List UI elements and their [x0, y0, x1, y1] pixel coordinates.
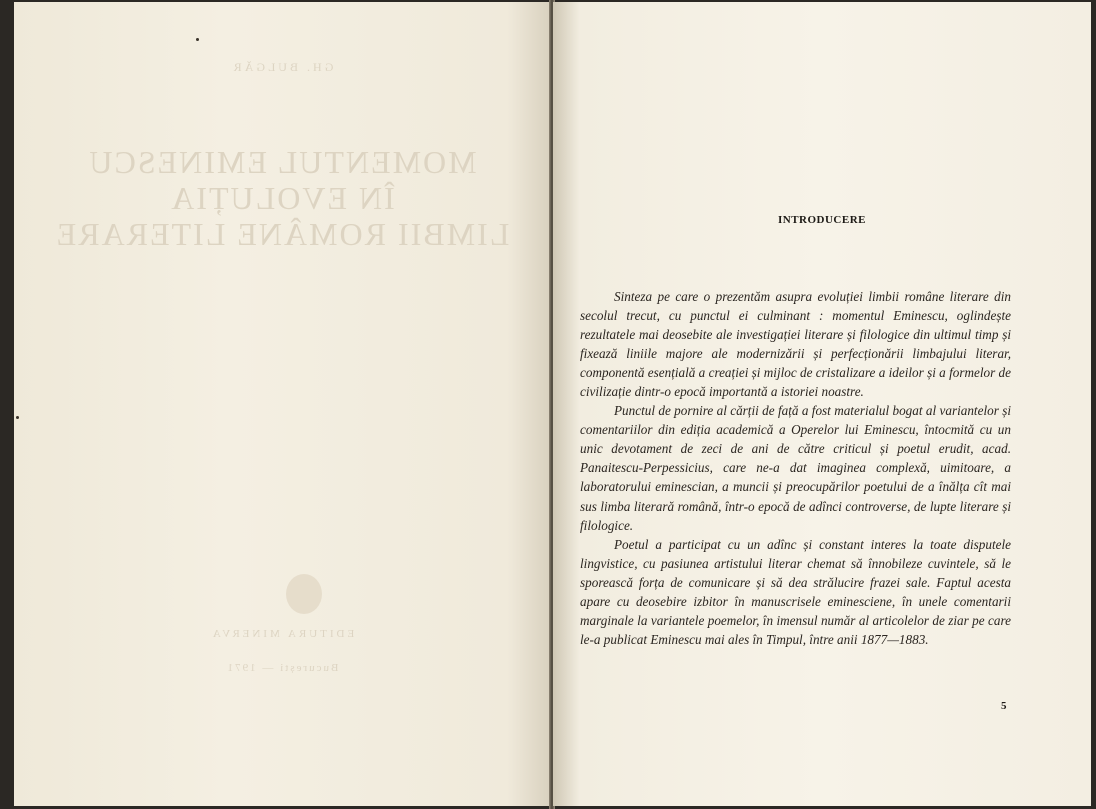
- showthrough-title-line: MOMENTUL EMINESCU: [87, 144, 477, 180]
- body-text: [580, 287, 1011, 649]
- showthrough-title-line: ÎN EVOLUȚIA: [169, 180, 395, 216]
- showthrough-author: GH. BULGĂR: [230, 60, 334, 74]
- page-number: 5: [1001, 700, 1007, 712]
- paragraph: Sinteza pe care o prezentăm asupra evoluției limbii române literare din secolul trecut, cu punctul ei culminant : momentul Eminescu, oglindește rezultatele mai deosebite ale investigației literare și filologice din ultimul timp și fixează liniile majore ale modernizării și perfecționării limbajului literar, componentă esențială a creației și mijloc de cristalizare a ideilor și a formelor de civilizație dintr-o epocă importantă a istoriei noastre.: [580, 289, 1011, 400]
- ink-speck: [16, 416, 19, 419]
- showthrough-title: [14, 144, 550, 252]
- publisher-logo-icon: [286, 574, 322, 614]
- ink-speck: [196, 38, 199, 41]
- paragraph: Poetul a participat cu un adînc și constant interes la toate disputele lingvistice, cu pasiunea artistului literar chemat să înnobileze cuvintele, să le sporească forța de comunicare și să dea strălucire frazei sale. Faptul acesta apare cu deosebire izbitor în manuscrisele eminesciene, în unele comentarii marginale la variantele poemelor, în imensul număr al articolelor de ziar pe care le-a publicat Eminescu mai ales în Timpul, între anii 1877—1883.: [580, 536, 1011, 647]
- showthrough-city: București — 1971: [225, 662, 339, 674]
- paragraph: Punctul de pornire al cărții de față a fost materialul bogat al variantelor și comentariilor din ediția academică a Operelor lui Eminescu, întocmită cu un unic devotament de zeci de ani de către criticul și poetul erudit, acad. Panaitescu-Perpessicius, care ne-a dat imaginea complexă, uimitoare, a laboratorului eminescian, a muncii și preocupărilor poetului de a înălța cît mai sus limba literară română, într-o epocă de adînci controverse, de lupte literare și filologice.: [580, 403, 1011, 533]
- chapter-heading: INTRODUCERE: [777, 214, 866, 226]
- left-page: [14, 2, 550, 806]
- right-page: [553, 2, 1091, 806]
- showthrough-publisher: EDITURA MINERVA: [209, 628, 355, 640]
- showthrough-title-line: LIMBII ROMÂNE LITERARE: [54, 216, 510, 252]
